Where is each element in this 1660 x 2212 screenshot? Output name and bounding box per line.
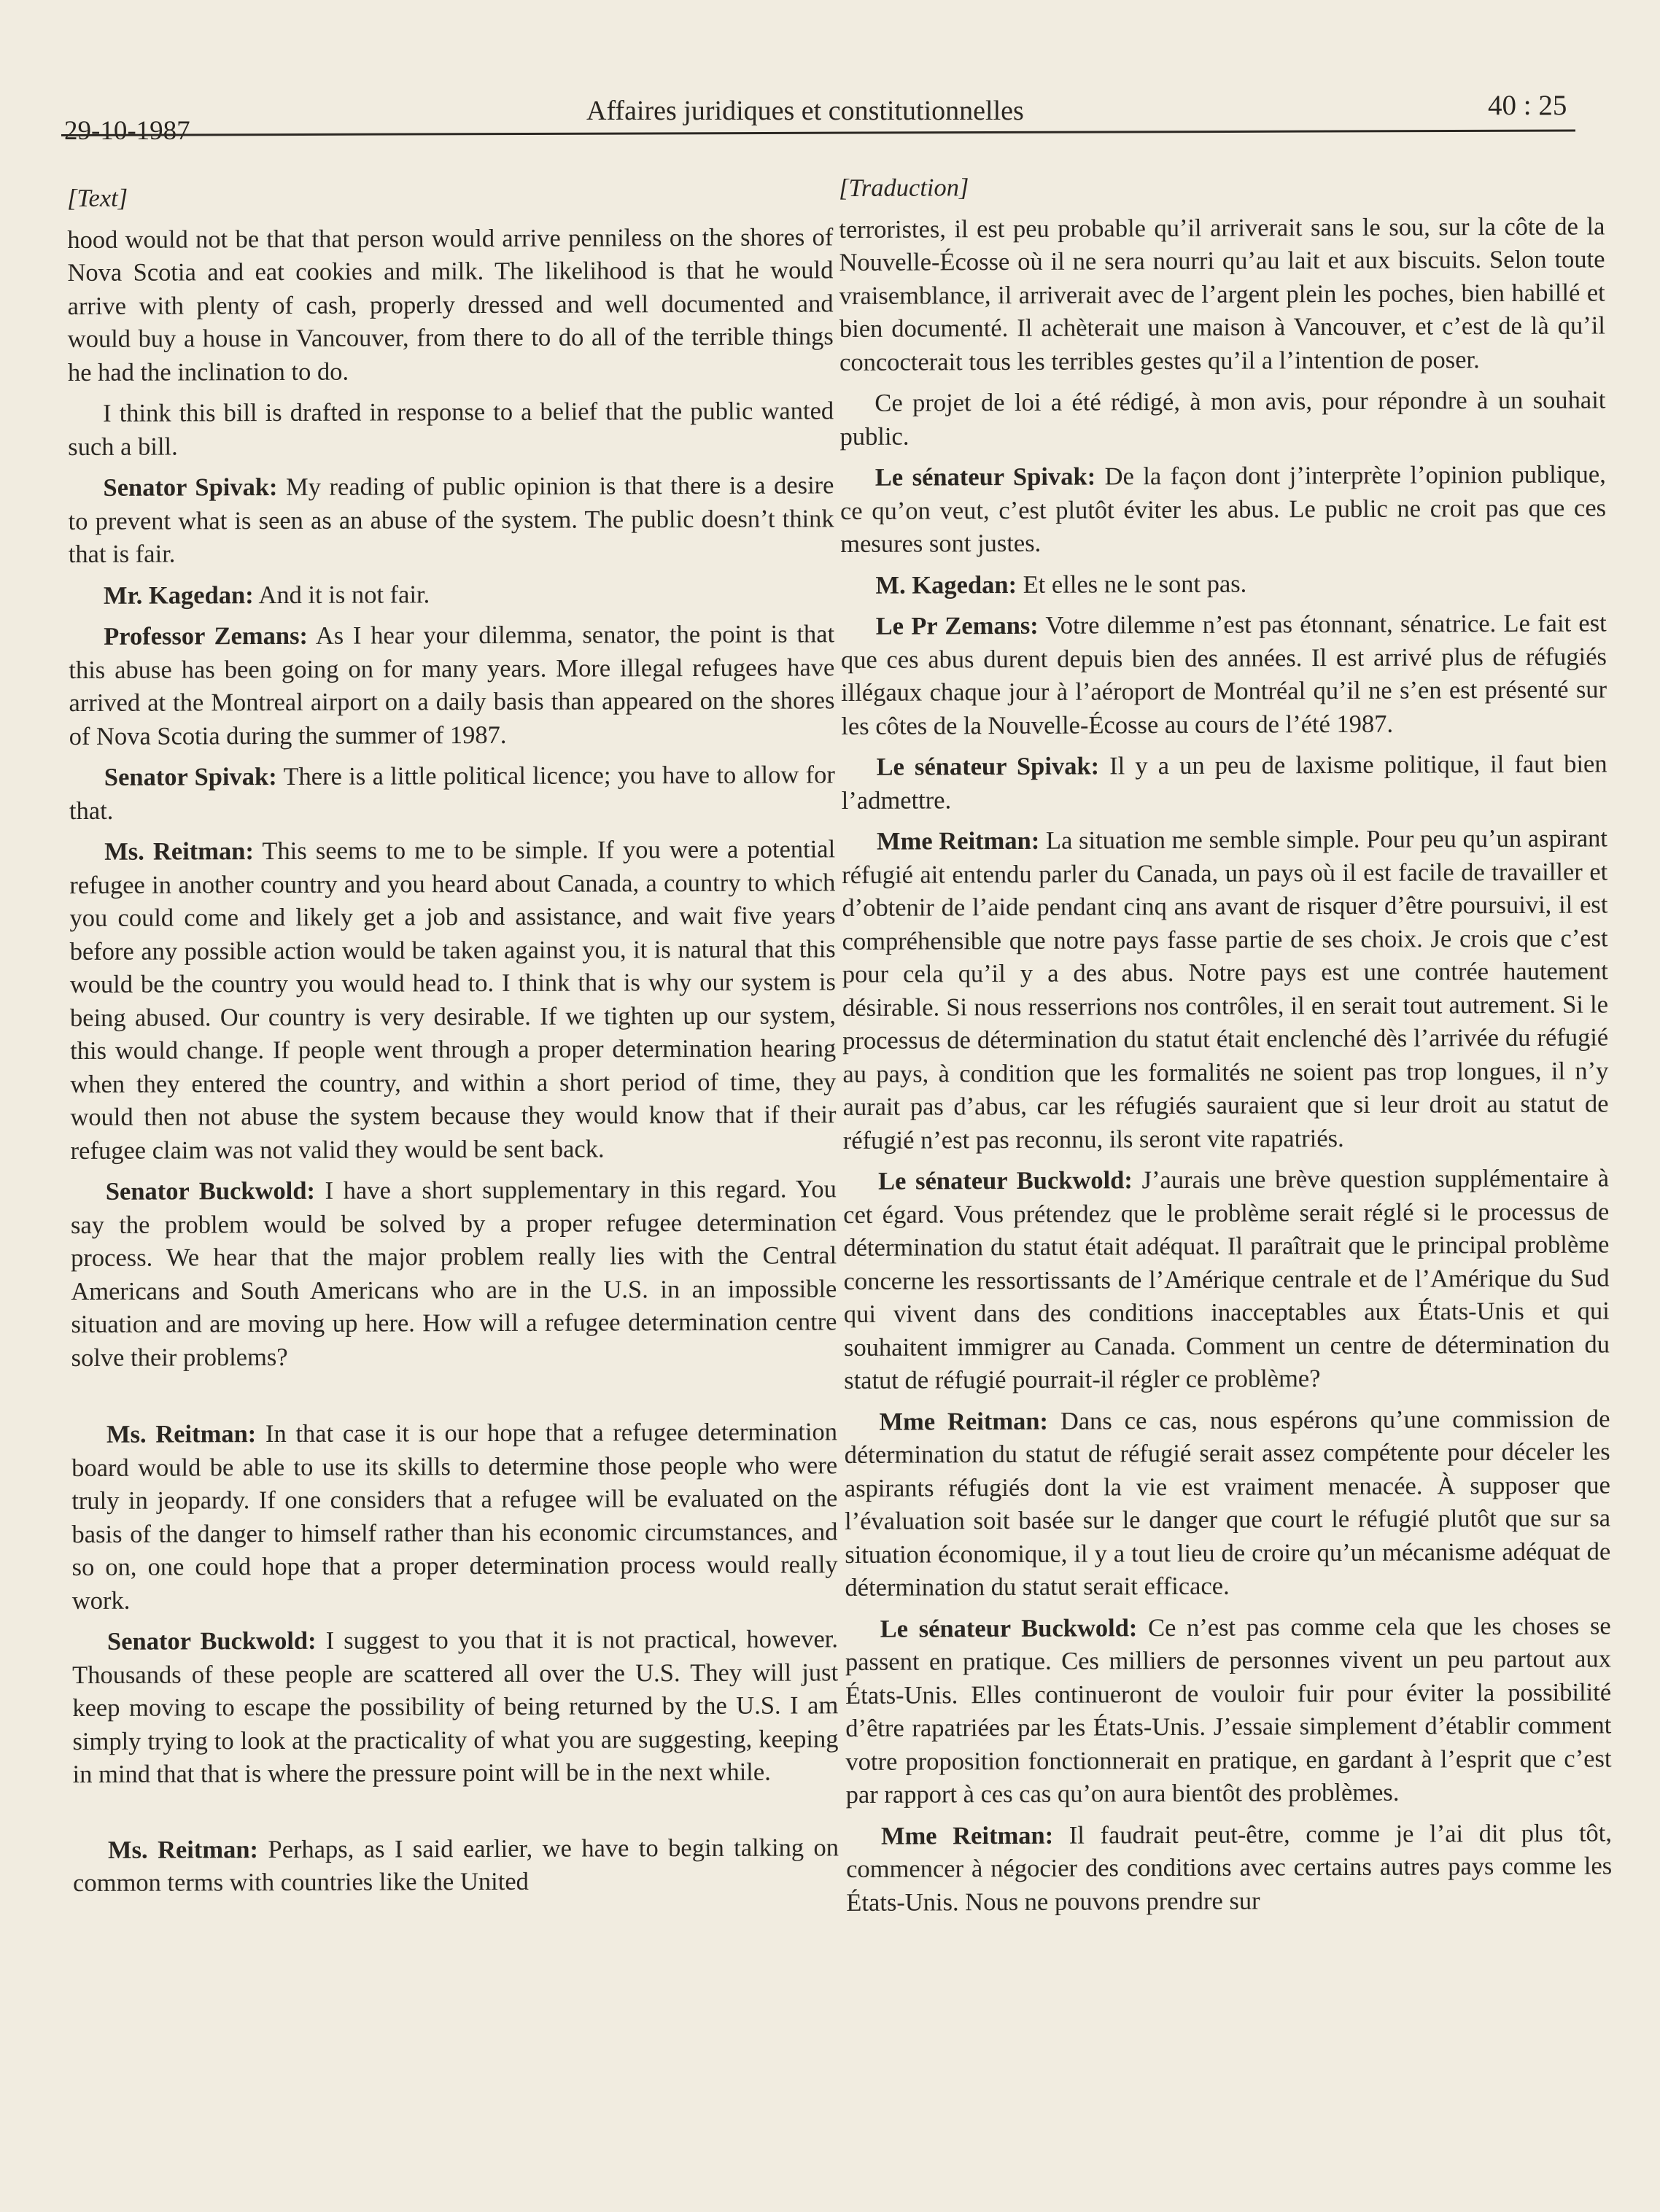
paragraph-text: J’aurais une brève question supplémentaire à cet égard. Vous prétendez que le problème serait réglé si le processus de détermination du statut était adéquat. Il paraîtrait que le principal problème concerne les ressortissants de l’Amérique centrale et de l’Amérique du Sud qui vivent dans des conditions inacceptables aux États-Unis et qui souhaitent immigrer au Canada. Comment un centre de détermination du statut de réfugié pourrait-il régler ce problème? (843, 1164, 1610, 1394)
paragraph (69, 833, 837, 1168)
paragraph (845, 1610, 1612, 1812)
paragraph-text: In that case it is our hope that a refugee determination board would be able to use its skills to determine those people who were truly in jeopardy. If one considers that a refugee will be evaluated on the basis of the danger to himself rather than his economic circumstances, and so on, one could hope that a proper determination process would really work. (71, 1418, 838, 1615)
speaker-name: Ms. Reitman: (107, 1835, 259, 1864)
paragraph-text: Perhaps, as I said earlier, we have to begin talking on common terms with countries like the United (73, 1833, 839, 1897)
paragraph-text: This seems to me to be simple. If you were a potential refugee in another country and you heard about Canada, a country to which you could come and likely get a job and assistance, and wait five years before any possible action would be taken against you, it is natural that this would be the country you would head to. I think that is why our system is being abused. Our country is very desirable. If we tighten up our system, this would change. If people went through a proper determination hearing when they entered the country, and within a short period of time, they would then not abuse the system because they would know that if their refugee claim was not valid they would be sent back. (69, 835, 837, 1165)
paragraph-text: I have a short supplementary in this regard. You say the problem would be solved by a proper refugee determination process. We hear that the major problem really lies with the Central Americans and South Americans who are in the U.S. in an impossible situation and are moving up here. How will a refugee determination centre solve their problems? (70, 1175, 837, 1372)
speaker-name: Senator Buckwold: (106, 1626, 317, 1656)
paragraph (843, 1162, 1610, 1397)
paragraph-text: I suggest to you that it is not practical, however. Thousands of these people are scattered all over the U.S. They will just keep moving to escape the possibility of being returned by the U.S. I am simply trying to look at the practicality of what you are suggesting, keeping in mind that that is where the pressure point will be in the next while. (72, 1625, 839, 1788)
paragraph (67, 221, 834, 389)
speaker-name: Le Pr Zemans: (875, 611, 1039, 640)
section-label: [Text] (67, 184, 128, 212)
paragraph-text: And it is not fair. (258, 580, 430, 609)
paragraph (840, 566, 1606, 602)
paragraph (68, 469, 834, 571)
paragraph-text: La situation me semble simple. Pour peu qu’un aspirant réfugié ait entendu parler du Canada, un pays où il est facile de travailler et d’obtenir de l’aide pendant cinq ans avant de risquer d’être poursuivi, il est compréhensible que notre pays fasse partie de ses choix. Je crois que c’est pour cela qu’il y a des abus. Notre pays est une contrée hautement désirable. Si nous resserrions nos contrôles, il en serait tout autrement. Si le processus de détermination du statut était enclenché dès l’arrivée du réfugié au pays, à condition que les formalités ne soient pas trop longues, il n’y aurait pas d’abus, car les réfugiés sauraient que si leur droit au statut de réfugié n’est pas reconnu, ils seront vite rapatriés. (842, 824, 1609, 1154)
english-column (67, 179, 839, 1900)
speaker-name: Le sénateur Spivak: (876, 752, 1100, 781)
speaker-name: Senator Spivak: (104, 763, 277, 791)
paragraph (73, 1831, 839, 1901)
paragraph-text: Ce n’est pas comme cela que les choses se passent en pratique. Ces milliers de personnes vivent un peu partout aux États-Unis. Elles continueront de vouloir fuir pour éviter la possibilité d’être rapatriées par les États-Unis. J’essaie simplement d’établir comment votre proposition fonctionnerait en pratique, en gardant à l’esprit que c’est par rapport à ces cas qu’on aura bientôt des problèmes. (845, 1611, 1612, 1809)
paragraph-text: As I hear your dilemma, senator, the point is that this abuse has been going on for many years. More illegal refugees have arrived at the Montreal airport on a daily basis than appeared on the shores of Nova Scotia during the summer of 1987. (69, 620, 835, 750)
header-page-number: 40 : 25 (1488, 90, 1567, 121)
paragraph-text: I think this bill is drafted in response to a belief that the public wanted such a bill. (68, 397, 834, 461)
paragraph-text: Il faudrait peut-être, comme je l’ai dit plus tôt, commencer à négocier des conditions avec certains autres pays comme les États-Unis. Nous ne pouvons prendre sur (846, 1818, 1613, 1917)
speaker-name: Mme Reitman: (876, 826, 1040, 855)
paragraph (71, 1416, 838, 1618)
paragraph-text: Votre dilemme n’est pas étonnant, sénatrice. Le fait est que ces abus durent depuis bien des années. Il est arrivé plus de réfugiés illégaux chaque jour à l’aéroport de Montréal qu’il ne s’en est présenté sur les côtes de la Nouvelle-Écosse au cours de l’été 1987. (840, 609, 1607, 740)
paragraph (71, 1173, 837, 1375)
french-column (839, 168, 1612, 1920)
speaker-name: Senator Buckwold: (105, 1176, 316, 1206)
paragraph (68, 395, 834, 464)
paragraph-text: My reading of public opinion is that there is a desire to prevent what is seen as an abuse of the system. The public doesn’t think that is fair. (68, 471, 834, 568)
speaker-name: Mr. Kagedan: (103, 581, 254, 610)
speaker-name: Mme Reitman: (880, 1821, 1054, 1850)
paragraph (839, 210, 1605, 379)
speaker-name: Ms. Reitman: (106, 1420, 257, 1448)
paragraph-text: There is a little political licence; you have to allow for that. (69, 761, 835, 825)
paragraph (69, 577, 834, 613)
paragraph-text: Dans ce cas, nous espérons qu’une commission de détermination du statut de réfugié serait assez compétente pour déceler les aspirants réfugiés dont la vie est vraiment menacée. À supposer que l’évaluation soit basée sur le danger que court le réfugié plutôt que sur sa situation économique, il y a tout lieu de croire qu’un mécanisme adéquat de détermination du statut serait efficace. (844, 1404, 1611, 1602)
paragraph (69, 758, 835, 828)
paragraph-text: Ce projet de loi a été rédigé, à mon avis, pour répondre à un souhait public. (839, 386, 1606, 451)
paragraph (846, 1817, 1613, 1920)
paragraph (72, 1623, 839, 1791)
paragraph-text: Il y a un peu de laxisme politique, il faut bien l’admettre. (841, 750, 1607, 815)
header-rule (61, 129, 1575, 136)
speaker-name: M. Kagedan: (875, 570, 1017, 599)
paragraph (841, 607, 1607, 743)
paragraph-text: hood would not be that that person would arrive penniless on the shores of Nova Scotia and eat cookies and milk. The likelihood is that he would arrive with plenty of cash, properly dressed and well documented and would buy a house in Vancouver, from there to do all of the terrible things he had the inclination to do. (67, 222, 834, 387)
speaker-name: Le sénateur Buckwold: (880, 1613, 1138, 1643)
paragraph (841, 748, 1607, 818)
paragraph-text: Et elles ne le sont pas. (1023, 570, 1247, 599)
speaker-name: Senator Spivak: (103, 473, 278, 502)
speaker-name: Ms. Reitman: (104, 837, 254, 866)
header-title: Affaires juridiques et constitutionnelles (586, 96, 1024, 126)
paragraph (69, 618, 835, 753)
paragraph-text: De la façon dont j’interprète l’opinion publique, ce qu’on veut, c’est plutôt éviter les abus. Le public ne croit pas que ces mesures sont justes. (839, 460, 1607, 558)
section-label: [Traduction] (839, 174, 969, 202)
paragraph (844, 1402, 1610, 1605)
speaker-name: Professor Zemans: (104, 621, 309, 651)
speaker-name: Le sénateur Buckwold: (877, 1166, 1133, 1195)
paragraph-text: terroristes, il est peu probable qu’il arriverait sans le sou, sur la côte de la Nouvelle-Écosse où il ne sera nourri qu’au lait et aux biscuits. Selon toute vraisemblance, il arriverait avec de l’argent plein les poches, bien habillé et bien documenté. Il achèterait une maison à Vancouver, et c’est de là qu’il concocterait tous les terribles gestes qu’il a l’intention de poser. (839, 212, 1606, 376)
header-date: 29-10-1987 (64, 116, 190, 146)
paragraph (839, 384, 1605, 454)
speaker-name: Le sénateur Spivak: (874, 462, 1096, 492)
speaker-name: Mme Reitman: (879, 1407, 1049, 1436)
paragraph (840, 458, 1607, 561)
paragraph (842, 822, 1609, 1157)
